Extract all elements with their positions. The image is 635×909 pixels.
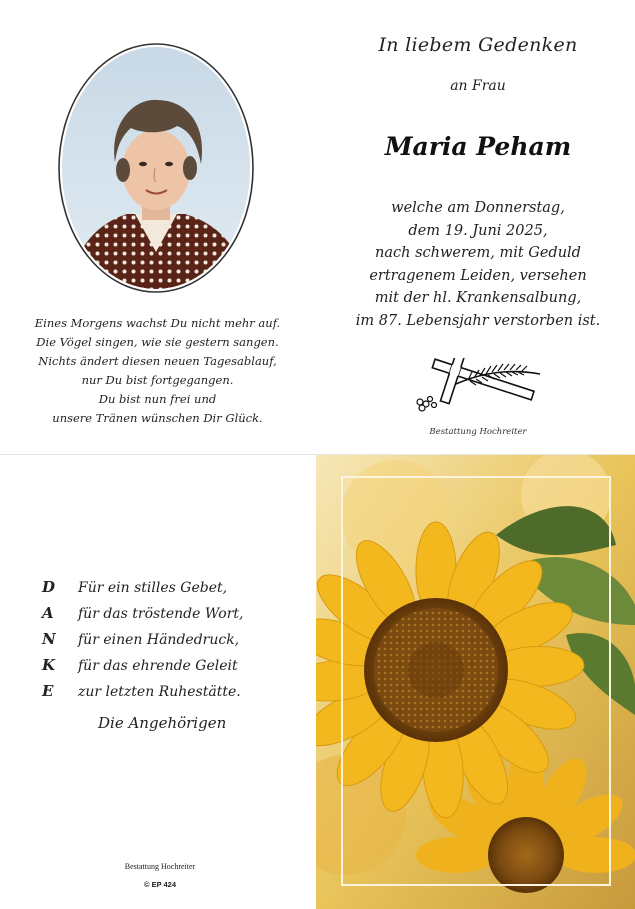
acrostic-letter: N (42, 630, 56, 648)
thanks-text: für das tröstende Wort, (78, 606, 244, 622)
product-code: © EP 424 (143, 880, 177, 889)
thanks-row (40, 678, 310, 704)
announcement-text (318, 197, 635, 332)
deceased-name: Maria Peham (384, 132, 572, 161)
acrostic-letter: K (42, 656, 56, 674)
memorial-heading: In liebem Gedenken (378, 34, 578, 56)
acrostic-letter: D (42, 578, 56, 596)
poem-line: nur Du bist fortgegangen. (81, 373, 234, 387)
announcement-line: im 87. Lebensjahr verstorben ist. (355, 312, 601, 329)
funeral-home-footer: Bestattung Hochreiter (124, 862, 196, 871)
salutation: an Frau (450, 78, 506, 94)
announcement-line: mit der hl. Krankensalbung, (374, 290, 582, 306)
thanks-text: zur letzten Ruhestätte. (78, 684, 241, 700)
sunflower-image (316, 455, 635, 909)
thanks-text: Für ein stilles Gebet, (78, 580, 228, 596)
poem-line: Die Vögel singen, wie sie gestern sangen. (36, 335, 279, 349)
family-signature: Die Angehörigen (98, 714, 227, 732)
poem-line: Du bist nun frei und (98, 392, 217, 406)
thanks-row (40, 600, 310, 626)
announcement-line: welche am Donnerstag, (391, 200, 565, 216)
poem-line: Eines Morgens wachst Du nicht mehr auf. (34, 316, 281, 330)
announcement-line: dem 19. Juni 2025, (408, 222, 548, 239)
funeral-home-label: Bestattung Hochreiter (429, 427, 527, 437)
poem-line: unsere Tränen wünschen Dir Glück. (52, 411, 263, 425)
thanks-text: für einen Händedruck, (78, 632, 240, 648)
thanks-text: für das ehrende Geleit (78, 658, 238, 674)
thanks-acrostic (40, 574, 310, 704)
portrait-photo (57, 42, 255, 294)
announcement-line: ertragenem Leiden, versehen (369, 267, 587, 284)
cross-icon (412, 358, 544, 416)
announcement-line: nach schwerem, mit Geduld (375, 245, 581, 261)
thanks-row (40, 574, 310, 600)
acrostic-letter: A (42, 604, 54, 622)
poem (20, 314, 295, 428)
thanks-row (40, 626, 310, 652)
thanks-row (40, 652, 310, 678)
acrostic-letter: E (42, 682, 54, 700)
poem-line: Nichts ändert diesen neuen Tagesablauf, (38, 354, 277, 368)
